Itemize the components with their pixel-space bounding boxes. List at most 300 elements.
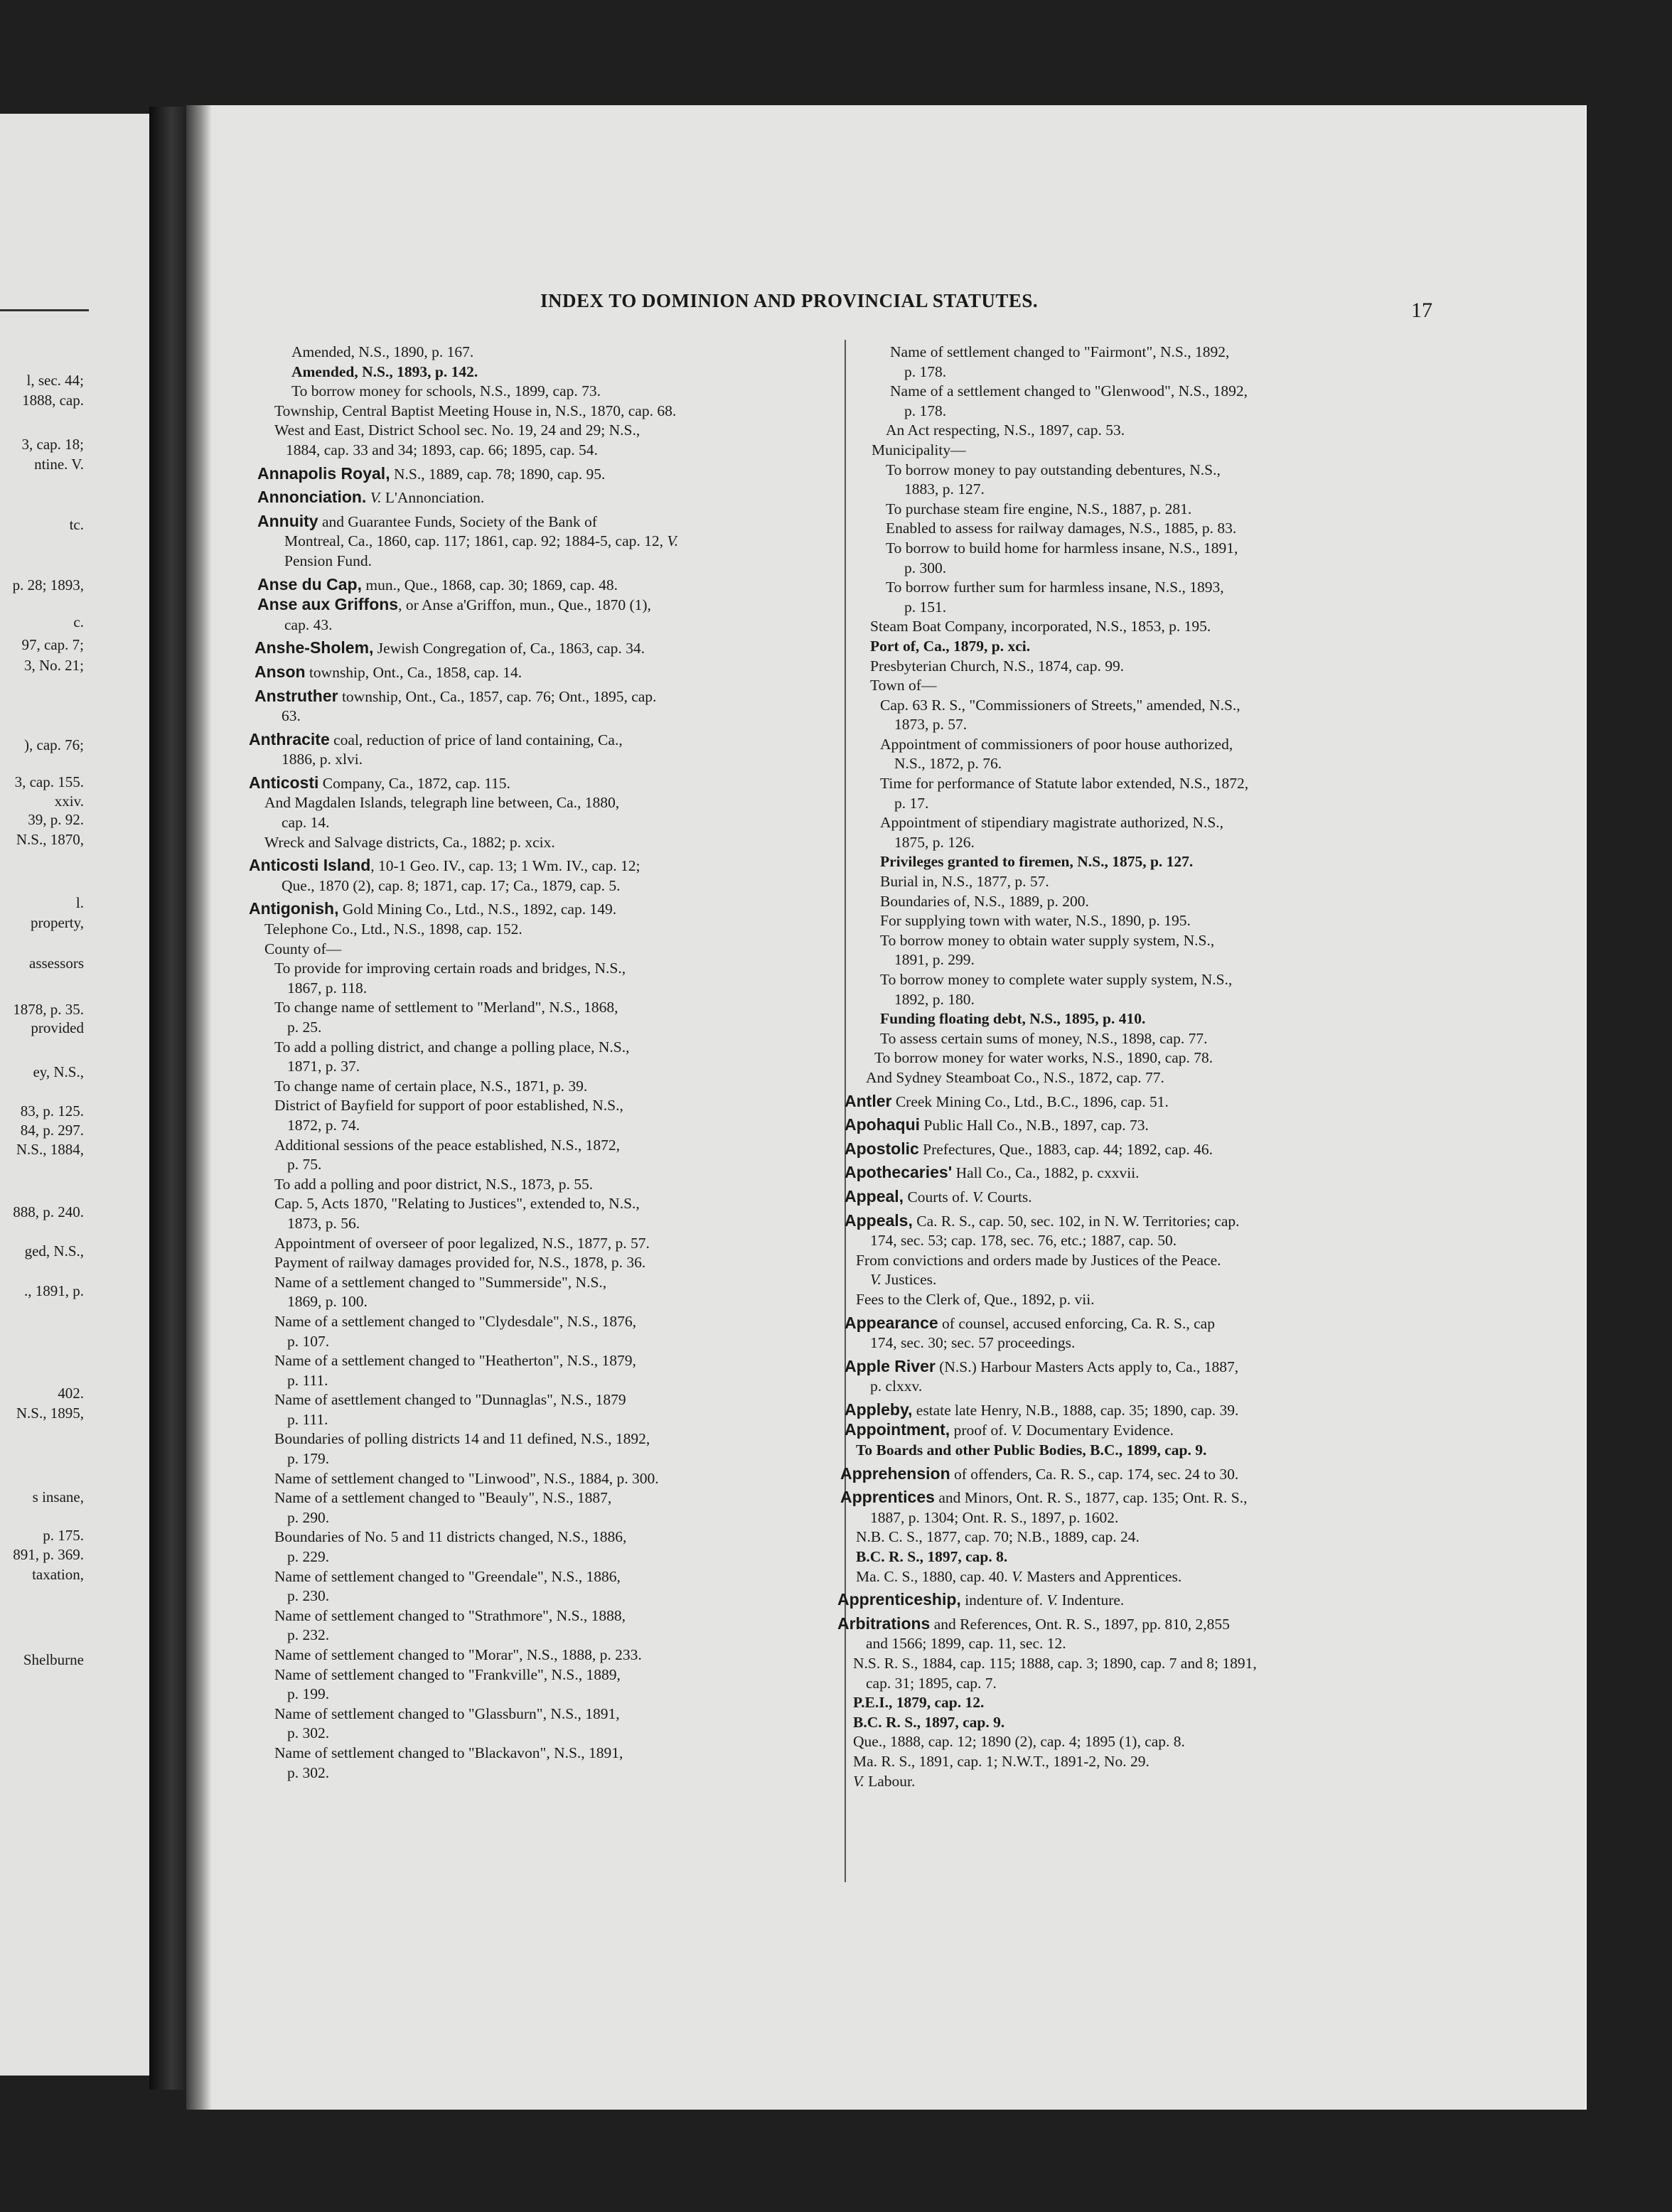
index-line (837, 872, 1435, 892)
index-text: and References, Ont. R. S., 1897, pp. 810, 2,855 (930, 1615, 1230, 1633)
index-line (837, 1713, 1435, 1733)
left-page-edge (0, 114, 149, 2076)
index-text: B.C. R. S., 1897, cap. 8. (856, 1548, 1008, 1566)
index-text: 1872, p. 74. (287, 1116, 360, 1134)
left-page-fragment: 402. (58, 1385, 84, 1402)
index-line (837, 794, 1435, 814)
index-text: Justices. (881, 1271, 937, 1289)
index-keyword: Antler (845, 1091, 892, 1110)
index-line (837, 1314, 1435, 1334)
left-page-fragment: 1888, cap. (22, 392, 84, 409)
left-page-fragment: 3, cap. 18; (21, 436, 84, 453)
index-text: 1869, p. 100. (287, 1293, 368, 1311)
index-line (837, 1634, 1435, 1654)
index-text: Boundaries of polling districts 14 and 11 defined, N.S., 1892, (274, 1430, 650, 1448)
index-line (249, 1626, 832, 1645)
index-line (837, 1654, 1435, 1674)
book-spine (149, 107, 186, 2090)
index-text: County of— (264, 940, 342, 957)
index-line (249, 1685, 832, 1704)
index-line (837, 676, 1435, 696)
left-page-fragment: 39, p. 92. (28, 811, 84, 828)
index-line (837, 1614, 1435, 1635)
index-text: V. (370, 489, 382, 507)
index-keyword: Annuity (257, 511, 318, 530)
index-line (249, 1390, 832, 1410)
index-text: Burial in, N.S., 1877, p. 57. (880, 873, 1049, 891)
index-line (837, 1693, 1435, 1713)
index-line (249, 1077, 832, 1097)
index-text: V. (870, 1271, 881, 1289)
index-line (249, 464, 832, 485)
index-line (249, 793, 832, 813)
index-text: Indenture. (1058, 1591, 1125, 1609)
index-line (837, 911, 1435, 931)
index-line (249, 488, 832, 508)
index-text: Telephone Co., Ltd., N.S., 1898, cap. 152. (264, 920, 522, 938)
index-text: (N.S.) Harbour Masters Acts apply to, Ca., 1887, (935, 1358, 1239, 1375)
index-line (837, 637, 1435, 657)
index-text: Appointment of stipendiary magistrate authorized, N.S., (880, 814, 1224, 832)
index-line (249, 595, 832, 616)
page-number: 17 (1411, 299, 1432, 322)
index-line (249, 532, 832, 552)
index-text: Amended, N.S., 1893, p. 142. (291, 363, 478, 380)
index-text: Port of, Ca., 1879, p. xci. (870, 637, 1031, 655)
index-text: p. 302. (287, 1724, 330, 1742)
index-line (249, 1665, 832, 1685)
index-text: 1887, p. 1304; Ont. R. S., 1897, p. 1602. (870, 1508, 1119, 1526)
index-line (249, 1273, 832, 1293)
left-page-fragment: p. 28; 1893, (12, 576, 84, 594)
index-line (837, 1441, 1435, 1461)
index-line (837, 1420, 1435, 1441)
index-line (249, 1645, 832, 1665)
index-line (249, 512, 832, 532)
index-text: Courts of. (904, 1188, 972, 1206)
index-text: Name of a settlement changed to "Beauly", N.S., 1887, (274, 1489, 612, 1507)
index-line (837, 735, 1435, 755)
index-text: township, Ont., Ca., 1857, cap. 76; Ont., 1895, cap. (338, 687, 657, 705)
index-line (837, 1357, 1435, 1378)
index-keyword: Anstruther (254, 686, 338, 705)
index-text: Courts. (983, 1188, 1032, 1206)
index-line (837, 774, 1435, 794)
index-line (249, 979, 832, 999)
index-line (837, 559, 1435, 579)
index-text: p. 107. (287, 1332, 330, 1350)
index-text: p. 25. (287, 1019, 322, 1036)
index-line (837, 990, 1435, 1010)
index-line (837, 1547, 1435, 1567)
index-line (249, 1155, 832, 1175)
index-text: V. (972, 1188, 984, 1206)
index-line (249, 1704, 832, 1724)
index-line (837, 1009, 1435, 1029)
index-text: 1871, p. 37. (287, 1058, 360, 1075)
index-text: To add a polling district, and change a polling place, N.S., (274, 1038, 630, 1056)
left-page-fragment: taxation, (32, 1566, 84, 1583)
index-line (837, 1290, 1435, 1310)
index-line (837, 1732, 1435, 1752)
left-page-fragment: provided (31, 1019, 84, 1036)
index-text: , 10-1 Geo. IV., cap. 13; 1 Wm. IV., cap. 12; (370, 857, 641, 875)
index-line (249, 1018, 832, 1038)
index-text: Labour. (864, 1772, 916, 1790)
left-page-fragment: 3, No. 21; (24, 657, 84, 674)
index-text: Prefectures, Que., 1883, cap. 44; 1892, cap. 46. (918, 1140, 1213, 1158)
index-text: Time for performance of Statute labor extended, N.S., 1872, (880, 775, 1249, 793)
index-text: N.S., 1872, p. 76. (894, 755, 1002, 773)
index-line (837, 931, 1435, 951)
index-line (249, 402, 832, 422)
index-text: To borrow further sum for harmless insane, N.S., 1893, (886, 579, 1224, 596)
index-text: indenture of. (960, 1591, 1047, 1609)
index-line (837, 696, 1435, 716)
index-line (837, 1567, 1435, 1587)
index-text: N.S. R. S., 1884, cap. 115; 1888, cap. 3; 1890, cap. 7 and 8; 1891, (853, 1655, 1257, 1672)
index-line (837, 657, 1435, 677)
left-page-fragment: Shelburne (23, 1651, 84, 1668)
index-text: Name of settlement changed to "Fairmont", N.S., 1892, (890, 343, 1230, 360)
index-text: To borrow money to pay outstanding debentures, N.S., (886, 461, 1221, 478)
index-text: V. (853, 1772, 864, 1790)
index-text: Boundaries of No. 5 and 11 districts changed, N.S., 1886, (274, 1528, 627, 1546)
index-text: cap. 31; 1895, cap. 7. (866, 1674, 997, 1692)
index-text: Name of a settlement changed to "Heatherton", N.S., 1879, (274, 1352, 636, 1370)
index-line (249, 1429, 832, 1449)
index-line (249, 343, 832, 363)
index-line (837, 1400, 1435, 1421)
index-text: Company, Ca., 1872, cap. 115. (318, 774, 510, 792)
index-line (837, 1139, 1435, 1160)
index-line (249, 1528, 832, 1547)
index-text: V. (1046, 1591, 1059, 1609)
index-text: Cap. 63 R. S., "Commissioners of Streets," amended, N.S., (880, 696, 1240, 714)
index-text: Public Hall Co., N.B., 1897, cap. 73. (920, 1117, 1149, 1134)
index-line (249, 707, 832, 726)
index-line (837, 1251, 1435, 1271)
index-line (837, 970, 1435, 990)
index-text: V. (667, 532, 679, 550)
index-line (249, 1469, 832, 1489)
index-line (837, 1115, 1435, 1136)
index-text: 1875, p. 126. (894, 833, 975, 851)
index-keyword: Annonciation. (257, 488, 367, 507)
left-page-fragment: assessors (29, 955, 84, 972)
index-line (837, 1333, 1435, 1353)
index-text: Presbyterian Church, N.S., 1874, cap. 99. (870, 657, 1125, 675)
left-page-fragment: ntine. V. (34, 456, 84, 473)
index-line (249, 1253, 832, 1273)
index-text: 1884, cap. 33 and 34; 1893, cap. 66; 1895, cap. 54. (286, 441, 598, 458)
index-line (249, 1410, 832, 1430)
index-line (249, 1312, 832, 1332)
index-line (249, 750, 832, 770)
index-line (249, 1038, 832, 1058)
running-header: INDEX TO DOMINION AND PROVINCIAL STATUTES. (540, 290, 1039, 311)
index-text: p. 229. (287, 1548, 330, 1566)
index-text: Name of a settlement changed to "Glenwood", N.S., 1892, (890, 382, 1248, 400)
left-page-fragment: 3, cap. 155. (14, 773, 84, 790)
index-keyword: Apothecaries' (845, 1163, 953, 1182)
index-line (837, 892, 1435, 912)
index-text: From convictions and orders made by Justices of the Peace. (856, 1251, 1221, 1269)
index-line (249, 421, 832, 441)
index-line (249, 940, 832, 960)
index-line (837, 1211, 1435, 1232)
index-line (249, 575, 832, 596)
index-keyword: Anson (254, 662, 306, 681)
index-text: Boundaries of, N.S., 1889, p. 200. (880, 892, 1089, 910)
index-keyword: Anticosti Island (249, 856, 371, 875)
index-text: and Minors, Ont. R. S., 1877, cap. 135; Ont. R. S., (934, 1489, 1248, 1507)
index-text: P.E.I., 1879, cap. 12. (853, 1694, 985, 1712)
index-text: p. 178. (904, 363, 947, 380)
index-text: Hall Co., Ca., 1882, p. cxxvii. (952, 1164, 1140, 1182)
left-page-fragment: N.S., 1884, (16, 1141, 84, 1158)
index-text: To change name of settlement to "Merland", N.S., 1868, (274, 999, 618, 1016)
index-line (837, 578, 1435, 598)
index-line (837, 1270, 1435, 1290)
index-line (249, 1763, 832, 1783)
index-text: V. (1012, 1567, 1023, 1585)
index-line (249, 1116, 832, 1136)
index-text: cap. 14. (282, 814, 330, 832)
index-text: 1873, p. 57. (894, 716, 968, 734)
index-text: Appointment of commissioners of poor house authorized, (880, 735, 1233, 753)
index-keyword: Anse aux Griffons (257, 595, 399, 614)
index-text: Name of settlement changed to "Blackavon", N.S., 1891, (274, 1744, 623, 1761)
left-page-fragment: 97, cap. 7; (21, 636, 84, 653)
index-text: p. 17. (894, 794, 929, 812)
index-text: cap. 43. (284, 616, 333, 633)
index-line (837, 382, 1435, 402)
index-line (837, 1508, 1435, 1528)
index-text: proof of. (950, 1422, 1012, 1439)
index-text: Name of settlement changed to "Linwood", N.S., 1884, p. 300. (274, 1469, 659, 1487)
index-line (837, 1528, 1435, 1547)
index-line (249, 1508, 832, 1528)
index-line (249, 1724, 832, 1744)
index-text: Town of— (870, 677, 937, 694)
left-page-fragment: ey, N.S., (33, 1063, 84, 1080)
left-page-fragment: c. (73, 613, 84, 630)
index-text: Name of settlement changed to "Glassburn", N.S., 1891, (274, 1704, 620, 1722)
index-line (249, 998, 832, 1018)
index-line (837, 402, 1435, 422)
index-text: Ca. R. S., cap. 50, sec. 102, in N. W. Territories; cap. (912, 1212, 1240, 1230)
index-text: Amended, N.S., 1890, p. 167. (291, 343, 474, 360)
index-line (837, 1068, 1435, 1088)
index-text: To assess certain sums of money, N.S., 1898, cap. 77. (880, 1029, 1208, 1047)
index-keyword: Appeal, (845, 1186, 904, 1206)
left-page-fragment: xxiv. (54, 793, 84, 810)
index-line (837, 363, 1435, 382)
index-text: p. 151. (904, 598, 947, 616)
index-text: of offenders, Ca. R. S., cap. 174, sec. 24 to 30. (950, 1465, 1239, 1483)
index-text: To borrow money to obtain water supply system, N.S., (880, 931, 1215, 949)
left-page-fragment: s insane, (32, 1488, 84, 1505)
index-text: Privileges granted to firemen, N.S., 1875, p. 127. (880, 853, 1194, 871)
index-line (837, 833, 1435, 853)
index-text: p. 111. (287, 1371, 328, 1389)
index-text: To purchase steam fire engine, N.S., 1887, p. 281. (886, 500, 1192, 517)
index-text: Name of settlement changed to "Morar", N.S., 1888, p. 233. (274, 1646, 642, 1663)
left-page-fragment: 891, p. 369. (13, 1546, 84, 1563)
index-line (837, 598, 1435, 618)
index-text: p. 232. (287, 1626, 330, 1644)
index-line (249, 1606, 832, 1626)
left-page-fragment: 888, p. 240. (13, 1203, 84, 1220)
index-text: 1883, p. 127. (904, 480, 985, 498)
index-line (249, 1567, 832, 1587)
index-text: V. (1011, 1422, 1022, 1439)
index-text: To Boards and other Public Bodies, B.C., 1899, cap. 9. (856, 1441, 1207, 1459)
index-text: Funding floating debt, N.S., 1895, p. 410. (880, 1010, 1146, 1028)
index-line (249, 441, 832, 461)
index-line (249, 638, 832, 659)
index-line (249, 1744, 832, 1763)
index-text: B.C. R. S., 1897, cap. 9. (853, 1713, 1005, 1731)
index-line (249, 833, 832, 853)
index-line (837, 1048, 1435, 1068)
index-keyword: Apprentices (840, 1488, 935, 1507)
index-line (249, 959, 832, 979)
index-line (249, 552, 832, 571)
index-text: Name of settlement changed to "Greendale", N.S., 1886, (274, 1567, 621, 1585)
index-text: and 1566; 1899, cap. 11, sec. 12. (866, 1635, 1066, 1653)
index-text: p. 302. (287, 1763, 330, 1781)
index-text: Appointment of overseer of poor legalized, N.S., 1877, p. 57. (274, 1234, 650, 1252)
index-text: And Magdalen Islands, telegraph line between, Ca., 1880, (264, 794, 620, 812)
index-text: mun., Que., 1868, cap. 30; 1869, cap. 48. (361, 576, 618, 594)
index-line (249, 876, 832, 896)
index-text: L'Annonciation. (381, 489, 485, 507)
index-text: To borrow to build home for harmless insane, N.S., 1891, (886, 539, 1238, 557)
index-text: Ma. R. S., 1891, cap. 1; N.W.T., 1891-2, No. 29. (853, 1752, 1150, 1770)
index-text: p. 199. (287, 1685, 330, 1703)
index-line (837, 852, 1435, 872)
gutter-shadow (186, 105, 212, 2110)
index-line (249, 1175, 832, 1195)
index-text: Jewish Congregation of, Ca., 1863, cap. 34. (373, 640, 645, 657)
index-text: Documentary Evidence. (1022, 1422, 1174, 1439)
index-text: p. 179. (287, 1450, 330, 1468)
index-keyword: Antigonish, (249, 899, 339, 918)
index-text: To borrow money for water works, N.S., 1890, cap. 78. (874, 1049, 1213, 1067)
index-text: District of Bayfield for support of poor established, N.S., (274, 1097, 623, 1115)
left-page-fragment: 83, p. 125. (20, 1102, 84, 1120)
index-keyword: Appointment, (845, 1420, 950, 1439)
index-text: 63. (282, 707, 301, 725)
index-line (249, 616, 832, 635)
index-text: To add a polling and poor district, N.S., 1873, p. 55. (274, 1175, 594, 1193)
index-text: Additional sessions of the peace established, N.S., 1872, (274, 1136, 621, 1154)
index-line (837, 519, 1435, 539)
index-line (249, 856, 832, 876)
left-page-fragment: property, (30, 914, 84, 931)
index-text: Cap. 5, Acts 1870, "Relating to Justices", extended to, N.S., (274, 1195, 640, 1213)
index-text: p. 75. (287, 1156, 322, 1174)
index-line (249, 1057, 832, 1077)
index-text: p. clxxv. (870, 1378, 923, 1395)
index-keyword: Apprenticeship, (837, 1590, 961, 1609)
index-text: Montreal, Ca., 1860, cap. 117; 1861, cap. 92; 1884-5, cap. 12, (284, 532, 668, 550)
index-text: Fees to the Clerk of, Que., 1892, p. vii. (856, 1290, 1095, 1308)
index-text: p. 178. (904, 402, 947, 419)
index-text: 1867, p. 118. (287, 979, 368, 997)
index-text: N.S., 1889, cap. 78; 1890, cap. 95. (390, 465, 606, 483)
index-line (837, 1377, 1435, 1397)
index-line (249, 1136, 832, 1156)
index-text: Steam Boat Company, incorporated, N.S., 1853, p. 195. (870, 618, 1211, 635)
index-line (249, 1351, 832, 1371)
index-text: 174, sec. 30; sec. 57 proceedings. (870, 1334, 1076, 1352)
index-line (249, 899, 832, 920)
index-text: and Guarantee Funds, Society of the Bank of (318, 512, 597, 530)
index-line (837, 1488, 1435, 1508)
index-text: And Sydney Steamboat Co., N.S., 1872, cap. 77. (866, 1068, 1164, 1086)
index-text: p. 300. (904, 559, 947, 576)
left-page-fragment: 84, p. 297. (20, 1122, 84, 1139)
index-keyword: Apple River (845, 1356, 936, 1375)
index-line (249, 1214, 832, 1234)
index-text: Que., 1870 (2), cap. 8; 1871, cap. 17; Ca., 1879, cap. 5. (282, 876, 621, 894)
index-text: Township, Central Baptist Meeting House in, N.S., 1870, cap. 68. (274, 402, 677, 419)
index-text: To borrow money to complete water supply system, N.S., (880, 971, 1233, 988)
index-text: Enabled to assess for railway damages, N.S., 1885, p. 83. (886, 520, 1237, 537)
index-keyword: Anticosti (249, 773, 319, 792)
index-line (837, 754, 1435, 774)
index-text: Pension Fund. (284, 552, 373, 569)
index-line (249, 662, 832, 683)
index-text: p. 111. (287, 1410, 328, 1428)
left-page-fragment: l. (75, 894, 84, 911)
index-line (837, 813, 1435, 833)
index-line (837, 461, 1435, 480)
index-text: coal, reduction of price of land containing, Ca., (329, 731, 623, 748)
index-text: Ma. C. S., 1880, cap. 40. (856, 1567, 1012, 1585)
index-keyword: Annapolis Royal, (257, 463, 390, 483)
index-line (837, 1029, 1435, 1049)
index-text: 1873, p. 56. (287, 1214, 360, 1232)
index-line (837, 950, 1435, 970)
left-page-fragment: ., 1891, p. (24, 1282, 84, 1299)
index-text: Name of settlement changed to "Strathmore", N.S., 1888, (274, 1606, 626, 1624)
left-page-fragment: tc. (69, 516, 84, 533)
left-page-fragment: ), cap. 76; (24, 736, 84, 753)
index-line (249, 363, 832, 382)
left-page-fragment: ged, N.S., (24, 1242, 84, 1260)
index-line (249, 1332, 832, 1352)
index-line (249, 773, 832, 794)
left-page-fragment: 1878, p. 35. (13, 1001, 84, 1018)
index-keyword: Appleby, (845, 1400, 913, 1419)
index-text: Name of settlement changed to "Frankville", N.S., 1889, (274, 1665, 621, 1683)
index-keyword: Anshe-Sholem, (254, 638, 374, 657)
index-line (249, 1449, 832, 1469)
index-line (837, 1464, 1435, 1485)
right-index-column (837, 343, 1435, 1791)
index-text: estate late Henry, N.B., 1888, cap. 35; 1890, cap. 39. (912, 1401, 1239, 1419)
index-line (837, 1590, 1435, 1611)
index-text: Masters and Apprentices. (1022, 1567, 1182, 1585)
index-line (837, 421, 1435, 441)
index-line (837, 1092, 1435, 1112)
index-keyword: Apostolic (845, 1139, 919, 1158)
index-line (249, 1586, 832, 1606)
